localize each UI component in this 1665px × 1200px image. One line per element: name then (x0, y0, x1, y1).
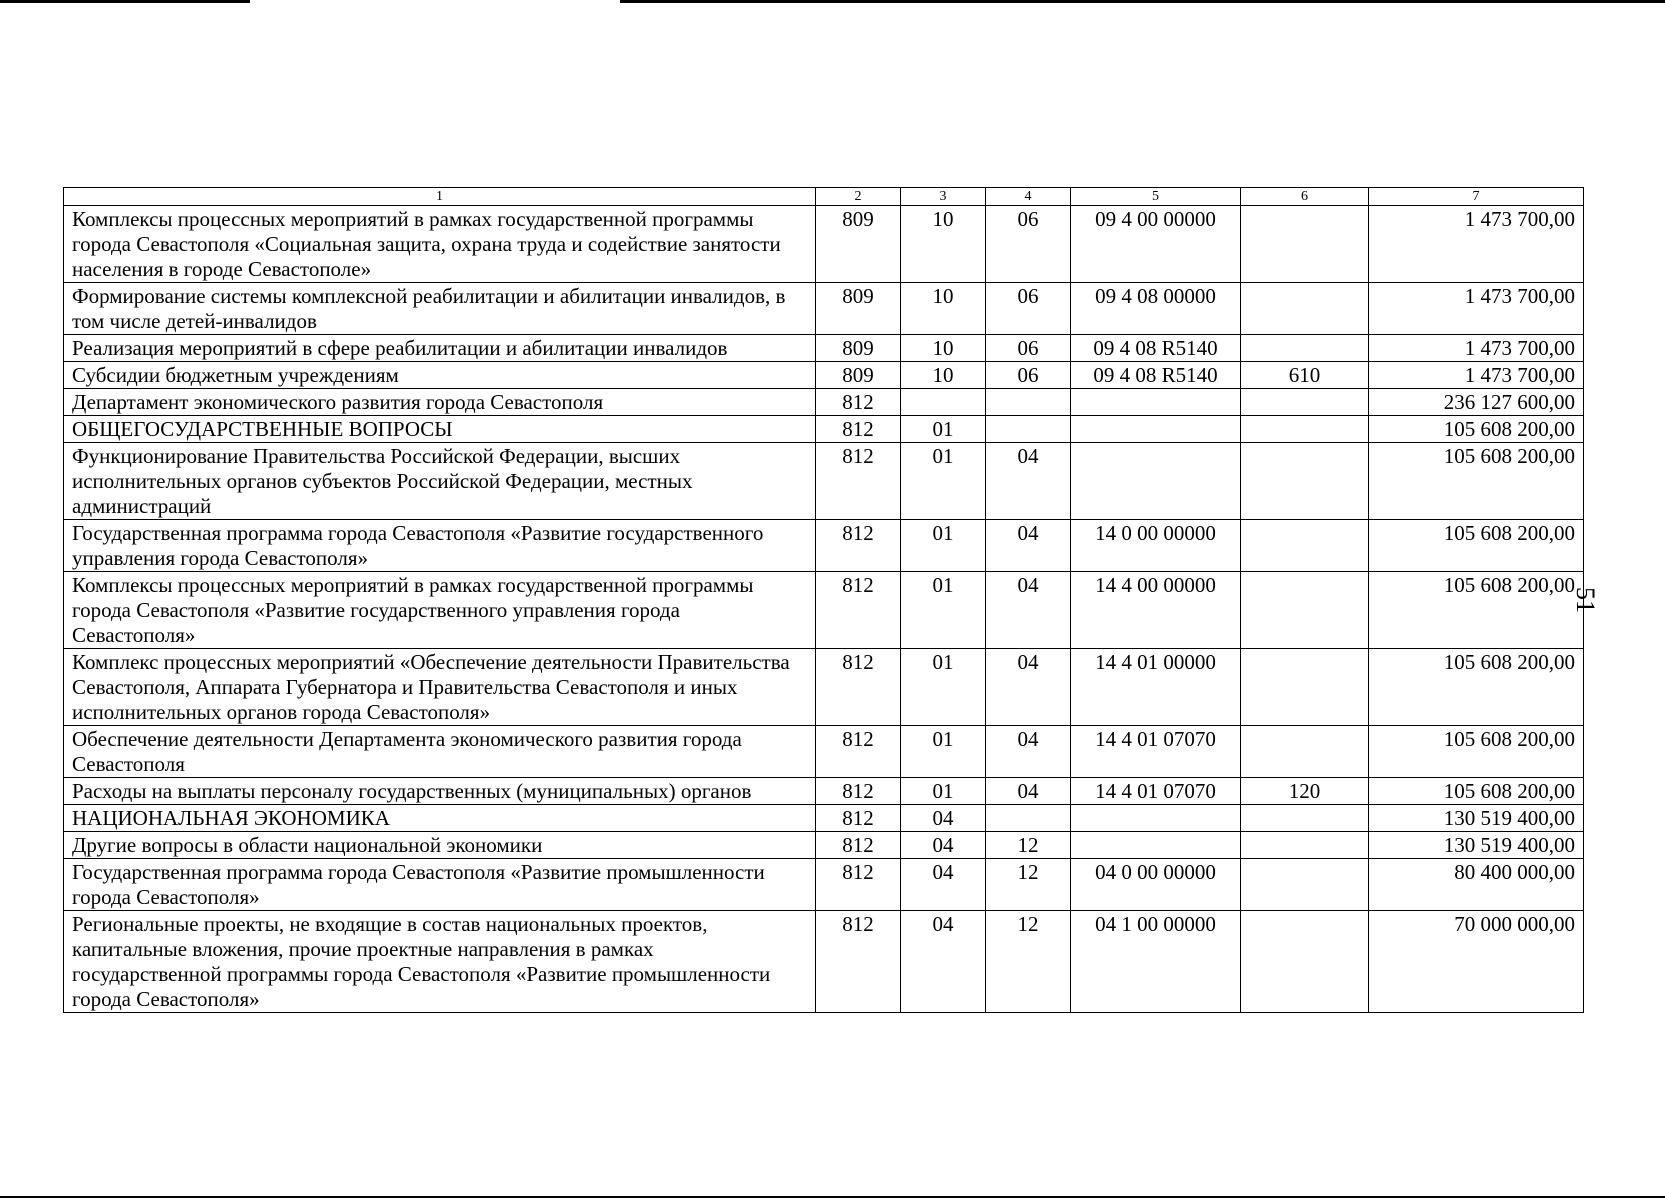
cell-department-code: 809 (816, 335, 901, 362)
cell-amount: 105 608 200,00 (1369, 726, 1584, 778)
cell-department-code: 812 (816, 416, 901, 443)
cell-target-article: 09 4 08 R5140 (1071, 362, 1241, 389)
cell-expense-type (1241, 649, 1369, 726)
cell-amount: 105 608 200,00 (1369, 572, 1584, 649)
table-row (64, 206, 1584, 283)
column-header-6: 6 (1241, 188, 1369, 206)
cell-section-code: 01 (901, 520, 986, 572)
cell-section-code: 04 (901, 911, 986, 1013)
cell-expense-type (1241, 832, 1369, 859)
scan-bottom-border (0, 1196, 1665, 1198)
cell-description: Расходы на выплаты персоналу государственных (муниципальных) органов (64, 778, 816, 805)
cell-section-code: 01 (901, 778, 986, 805)
cell-target-article: 04 0 00 00000 (1071, 859, 1241, 911)
cell-section-code: 01 (901, 416, 986, 443)
cell-department-code: 812 (816, 520, 901, 572)
cell-expense-type (1241, 572, 1369, 649)
cell-target-article: 09 4 08 R5140 (1071, 335, 1241, 362)
cell-expense-type (1241, 520, 1369, 572)
cell-subsection-code: 06 (986, 283, 1071, 335)
cell-department-code: 812 (816, 443, 901, 520)
cell-section-code: 10 (901, 206, 986, 283)
column-header-2: 2 (816, 188, 901, 206)
table-row (64, 832, 1584, 859)
table-row (64, 778, 1584, 805)
cell-subsection-code: 04 (986, 649, 1071, 726)
cell-section-code: 01 (901, 572, 986, 649)
cell-expense-type (1241, 206, 1369, 283)
cell-subsection-code: 04 (986, 726, 1071, 778)
scan-top-border-left (0, 0, 250, 3)
cell-section-code: 04 (901, 832, 986, 859)
table-row (64, 572, 1584, 649)
table-row (64, 416, 1584, 443)
table-body (64, 206, 1584, 1013)
cell-department-code: 812 (816, 832, 901, 859)
cell-subsection-code (986, 805, 1071, 832)
cell-subsection-code: 04 (986, 520, 1071, 572)
cell-description: Функционирование Правительства Российской Федерации, высших исполнительных органов субъектов Российской Федерации, местных администраций (64, 443, 816, 520)
cell-amount: 130 519 400,00 (1369, 832, 1584, 859)
cell-target-article: 14 4 01 07070 (1071, 778, 1241, 805)
budget-table (63, 187, 1584, 1013)
table-row (64, 805, 1584, 832)
cell-target-article: 09 4 00 00000 (1071, 206, 1241, 283)
cell-description: Государственная программа города Севастополя «Развитие промышленности города Севастополя» (64, 859, 816, 911)
cell-department-code: 809 (816, 283, 901, 335)
cell-amount: 1 473 700,00 (1369, 335, 1584, 362)
cell-department-code: 812 (816, 778, 901, 805)
cell-subsection-code: 06 (986, 206, 1071, 283)
cell-target-article (1071, 805, 1241, 832)
cell-section-code: 04 (901, 859, 986, 911)
cell-target-article: 04 1 00 00000 (1071, 911, 1241, 1013)
cell-section-code: 04 (901, 805, 986, 832)
cell-subsection-code (986, 416, 1071, 443)
scan-top-border-right (620, 0, 1665, 3)
table-row (64, 726, 1584, 778)
cell-subsection-code: 06 (986, 335, 1071, 362)
cell-amount: 105 608 200,00 (1369, 443, 1584, 520)
cell-amount: 80 400 000,00 (1369, 859, 1584, 911)
cell-amount: 70 000 000,00 (1369, 911, 1584, 1013)
cell-amount: 236 127 600,00 (1369, 389, 1584, 416)
cell-subsection-code: 12 (986, 859, 1071, 911)
cell-expense-type (1241, 416, 1369, 443)
cell-section-code: 10 (901, 283, 986, 335)
cell-expense-type (1241, 911, 1369, 1013)
column-number-row (64, 188, 1584, 206)
cell-section-code: 01 (901, 443, 986, 520)
cell-description: Формирование системы комплексной реабилитации и абилитации инвалидов, в том числе детей-инвалидов (64, 283, 816, 335)
cell-department-code: 812 (816, 572, 901, 649)
cell-section-code: 01 (901, 649, 986, 726)
cell-department-code: 809 (816, 206, 901, 283)
cell-expense-type (1241, 443, 1369, 520)
cell-department-code: 812 (816, 726, 901, 778)
cell-target-article: 14 4 01 07070 (1071, 726, 1241, 778)
cell-section-code: 10 (901, 335, 986, 362)
cell-expense-type (1241, 335, 1369, 362)
table-row (64, 911, 1584, 1013)
cell-subsection-code: 04 (986, 443, 1071, 520)
cell-department-code: 812 (816, 649, 901, 726)
table-row (64, 362, 1584, 389)
table-row (64, 520, 1584, 572)
cell-department-code: 812 (816, 389, 901, 416)
column-header-1: 1 (64, 188, 816, 206)
cell-amount: 105 608 200,00 (1369, 778, 1584, 805)
cell-subsection-code: 04 (986, 778, 1071, 805)
cell-amount: 1 473 700,00 (1369, 206, 1584, 283)
cell-amount: 105 608 200,00 (1369, 416, 1584, 443)
cell-target-article (1071, 443, 1241, 520)
cell-section-code (901, 389, 986, 416)
cell-department-code: 812 (816, 805, 901, 832)
cell-target-article (1071, 832, 1241, 859)
column-header-3: 3 (901, 188, 986, 206)
cell-expense-type: 120 (1241, 778, 1369, 805)
cell-expense-type (1241, 805, 1369, 832)
cell-description: Другие вопросы в области национальной экономики (64, 832, 816, 859)
cell-department-code: 809 (816, 362, 901, 389)
cell-target-article (1071, 389, 1241, 416)
cell-description: Государственная программа города Севастополя «Развитие государственного управления города Севастополя» (64, 520, 816, 572)
cell-description: Реализация мероприятий в сфере реабилитации и абилитации инвалидов (64, 335, 816, 362)
cell-target-article: 14 0 00 00000 (1071, 520, 1241, 572)
cell-amount: 105 608 200,00 (1369, 649, 1584, 726)
cell-target-article: 14 4 01 00000 (1071, 649, 1241, 726)
table-row (64, 389, 1584, 416)
cell-description: ОБЩЕГОСУДАРСТВЕННЫЕ ВОПРОСЫ (64, 416, 816, 443)
table-row (64, 335, 1584, 362)
cell-description: Комплекс процессных мероприятий «Обеспечение деятельности Правительства Севастополя, Аппарата Губернатора и Правительства Севастополя и иных исполнительных органов города Севастополя» (64, 649, 816, 726)
column-header-5: 5 (1071, 188, 1241, 206)
cell-description: Комплексы процессных мероприятий в рамках государственной программы города Севастополя «Социальная защита, охрана труда и содействие занятости населения в городе Севастополе» (64, 206, 816, 283)
table-row (64, 649, 1584, 726)
cell-subsection-code: 12 (986, 911, 1071, 1013)
cell-description: Департамент экономического развития города Севастополя (64, 389, 816, 416)
cell-description: Региональные проекты, не входящие в состав национальных проектов, капитальные вложения, прочие проектные направления в рамках государственной программы города Севастополя «Развитие промышленности города Севастополя» (64, 911, 816, 1013)
cell-subsection-code: 12 (986, 832, 1071, 859)
cell-subsection-code (986, 389, 1071, 416)
cell-description: Обеспечение деятельности Департамента экономического развития города Севастополя (64, 726, 816, 778)
cell-amount: 1 473 700,00 (1369, 362, 1584, 389)
cell-amount: 1 473 700,00 (1369, 283, 1584, 335)
page-number: 51 (1571, 587, 1600, 613)
cell-department-code: 812 (816, 911, 901, 1013)
cell-expense-type: 610 (1241, 362, 1369, 389)
cell-expense-type (1241, 726, 1369, 778)
cell-description: НАЦИОНАЛЬНАЯ ЭКОНОМИКА (64, 805, 816, 832)
cell-target-article: 09 4 08 00000 (1071, 283, 1241, 335)
cell-subsection-code: 06 (986, 362, 1071, 389)
cell-expense-type (1241, 389, 1369, 416)
cell-section-code: 10 (901, 362, 986, 389)
cell-description: Субсидии бюджетным учреждениям (64, 362, 816, 389)
cell-amount: 105 608 200,00 (1369, 520, 1584, 572)
table-row (64, 859, 1584, 911)
cell-description: Комплексы процессных мероприятий в рамках государственной программы города Севастополя «Развитие государственного управления города Севастополя» (64, 572, 816, 649)
table-row (64, 283, 1584, 335)
column-header-7: 7 (1369, 188, 1584, 206)
cell-section-code: 01 (901, 726, 986, 778)
cell-expense-type (1241, 859, 1369, 911)
cell-subsection-code: 04 (986, 572, 1071, 649)
cell-department-code: 812 (816, 859, 901, 911)
cell-target-article (1071, 416, 1241, 443)
table-row (64, 443, 1584, 520)
cell-amount: 130 519 400,00 (1369, 805, 1584, 832)
cell-expense-type (1241, 283, 1369, 335)
cell-target-article: 14 4 00 00000 (1071, 572, 1241, 649)
column-header-4: 4 (986, 188, 1071, 206)
